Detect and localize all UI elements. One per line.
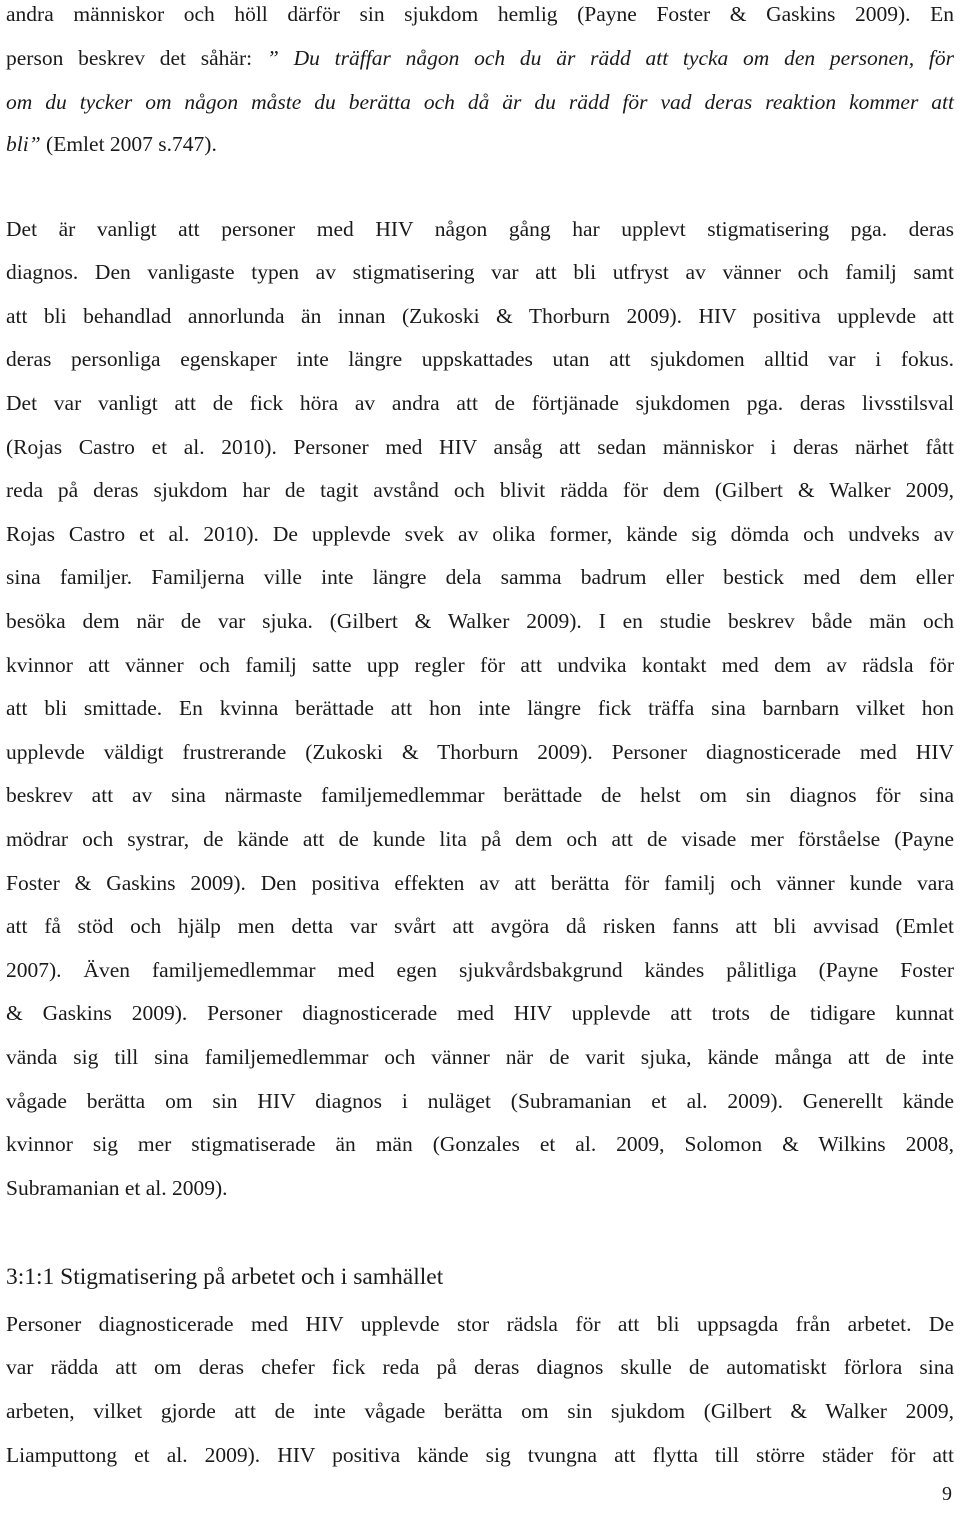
body-line: vända sig till sina familjemedlemmar och vänner när de varit sjuka, kände många att de inte: [6, 1045, 954, 1069]
paragraph-1-line-1: andra människor och höll därför sin sjukdom hemlig (Payne Foster & Gaskins 2009). En: [6, 2, 954, 26]
body-line: deras personliga egenskaper inte längre uppskattades utan att sjukdomen alltid var i fokus.: [6, 347, 954, 371]
body-line: Subramanian et al. 2009).: [6, 1176, 228, 1200]
body-line: kvinnor att vänner och familj satte upp regler för att undvika kontakt med dem av rädsla för: [6, 653, 954, 677]
paragraph-1-line-2-text: person beskrev det såhär:: [6, 46, 267, 70]
quote-text: ” Du träffar någon och du är rädd att tycka om den personen, för: [266, 46, 954, 70]
body-line: sina familjer. Familjerna ville inte längre dela samma badrum eller bestick med dem eller: [6, 565, 954, 589]
body-line: & Gaskins 2009). Personer diagnosticerade med HIV upplevde att trots de tidigare kunnat: [6, 1001, 954, 1025]
body-line: kvinnor sig mer stigmatiserade än män (Gonzales et al. 2009, Solomon & Wilkins 2008,: [6, 1132, 954, 1156]
body-line: diagnos. Den vanligaste typen av stigmatisering var att bli utfryst av vänner och familj samt: [6, 260, 954, 284]
body-line: att bli behandlad annorlunda än innan (Zukoski & Thorburn 2009). HIV positiva upplevde att: [6, 304, 954, 328]
paragraph-1-line-3: om du tycker om någon måste du berätta och då är du rädd för vad deras reaktion kommer att: [6, 90, 954, 114]
body-line: Det är vanligt att personer med HIV någon gång har upplevt stigmatisering pga. deras: [6, 217, 954, 241]
quote-end: bli”: [6, 132, 41, 156]
paragraph-1-line-2: [6, 44, 954, 72]
section-heading: 3:1:1 Stigmatisering på arbetet och i samhället: [6, 1264, 444, 1290]
body-line: Foster & Gaskins 2009). Den positiva effekten av att berätta för familj och vänner kunde vara: [6, 871, 954, 895]
body-line: var rädda att om deras chefer fick reda på deras diagnos skulle de automatiskt förlora sina: [6, 1355, 954, 1379]
body-line: vågade berätta om sin HIV diagnos i nuläget (Subramanian et al. 2009). Generellt kände: [6, 1089, 954, 1113]
body-line: upplevde väldigt frustrerande (Zukoski & Thorburn 2009). Personer diagnosticerade med HIV: [6, 740, 954, 764]
body-line: att bli smittade. En kvinna berättade att hon inte längre fick träffa sina barnbarn vilket hon: [6, 696, 954, 720]
body-line: Liamputtong et al. 2009). HIV positiva kände sig tvungna att flytta till större städer för att: [6, 1443, 954, 1467]
body-line: att få stöd och hjälp men detta var svårt att avgöra då risken fanns att bli avvisad (Emlet: [6, 914, 954, 938]
body-line: Det var vanligt att de fick höra av andra att de förtjänade sjukdomen pga. deras livsstilsval: [6, 391, 954, 415]
body-line: (Rojas Castro et al. 2010). Personer med HIV ansåg att sedan människor i deras närhet fått: [6, 435, 954, 459]
body-line: 2007). Även familjemedlemmar med egen sjukvårdsbakgrund kändes pålitliga (Payne Foster: [6, 958, 954, 982]
body-line: Rojas Castro et al. 2010). De upplevde svek av olika former, kände sig dömda och undveks av: [6, 522, 954, 546]
paragraph-1-line-4: [6, 130, 217, 158]
body-line: arbeten, vilket gjorde att de inte vågade berätta om sin sjukdom (Gilbert & Walker 2009,: [6, 1399, 954, 1423]
page-number: 9: [942, 1483, 952, 1505]
body-line: mödrar och systrar, de kände att de kunde lita på dem och att de visade mer förståelse (Payne: [6, 827, 954, 851]
body-line: besöka dem när de var sjuka. (Gilbert & Walker 2009). I en studie beskrev både män och: [6, 609, 954, 633]
body-line: Personer diagnosticerade med HIV upplevde stor rädsla för att bli uppsagda från arbetet. De: [6, 1312, 954, 1336]
citation: (Emlet 2007 s.747).: [40, 132, 217, 156]
body-line: beskrev att av sina närmaste familjemedlemmar berättade de helst om sin diagnos för sina: [6, 783, 954, 807]
body-line: reda på deras sjukdom har de tagit avstånd och blivit rädda för dem (Gilbert & Walker 2009,: [6, 478, 954, 502]
